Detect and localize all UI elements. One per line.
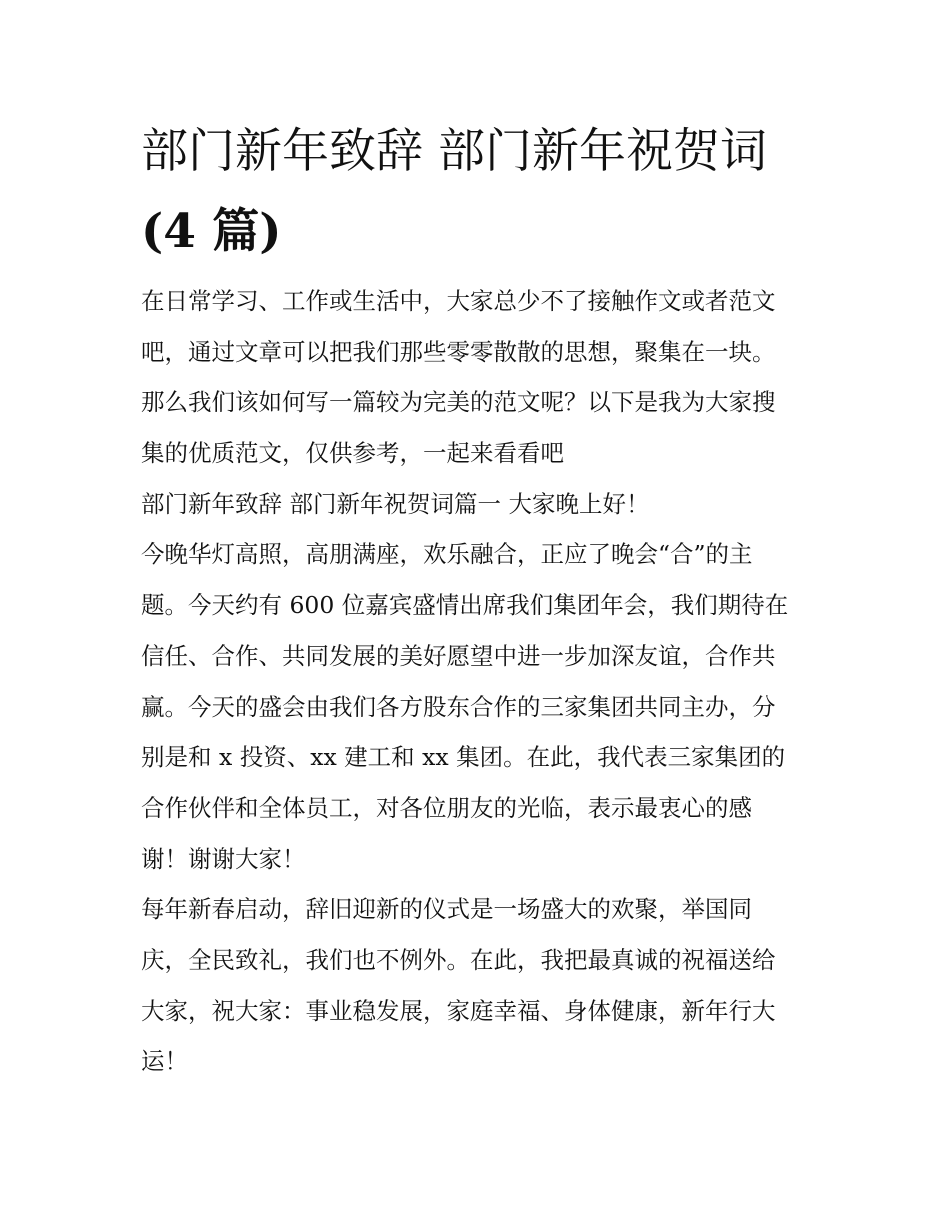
body-line: 今晚华灯高照，高朋满座，欢乐融合，正应了晚会“合”的主	[141, 540, 753, 569]
body-line: 集的优质范文，仅供参考，一起来看看吧	[141, 439, 564, 468]
body-line: 大家，祝大家：事业稳发展，家庭幸福、身体健康，新年行大	[141, 996, 776, 1025]
body-line: 每年新春启动，辞旧迎新的仪式是一场盛大的欢聚，举国同	[141, 895, 752, 924]
section-heading-line: 部门新年致辞 部门新年祝贺词篇一 大家晚上好！	[141, 489, 650, 518]
body-line: 信任、合作、共同发展的美好愿望中进一步加深友谊，合作共	[141, 641, 776, 670]
body-line: 合作伙伴和全体员工，对各位朋友的光临，表示最衷心的感	[141, 793, 752, 822]
body-line: 谢！谢谢大家！	[141, 844, 306, 873]
document-title	[141, 112, 821, 272]
body-line: 吧，通过文章可以把我们那些零零散散的思想，聚集在一块。	[141, 337, 776, 366]
body-line: 题。今天约有 600 位嘉宾盛情出席我们集团年会，我们期待在	[141, 591, 789, 620]
document-body	[141, 276, 821, 1087]
body-line: 别是和 x 投资、xx 建工和 xx 集团。在此，我代表三家集团的	[141, 743, 786, 772]
title-line-2: (4 篇)	[141, 204, 282, 259]
title-line-1: 部门新年致辞 部门新年祝贺词	[141, 124, 767, 179]
body-line: 在日常学习、工作或生活中，大家总少不了接触作文或者范文	[141, 287, 776, 315]
body-line: 那么我们该如何写一篇较为完美的范文呢？以下是我为大家搜	[141, 388, 776, 417]
body-line: 庆，全民致礼，我们也不例外。在此，我把最真诚的祝福送给	[141, 945, 776, 974]
body-line: 运！	[141, 1047, 188, 1076]
body-line: 赢。今天的盛会由我们各方股东合作的三家集团共同主办，分	[141, 692, 776, 721]
